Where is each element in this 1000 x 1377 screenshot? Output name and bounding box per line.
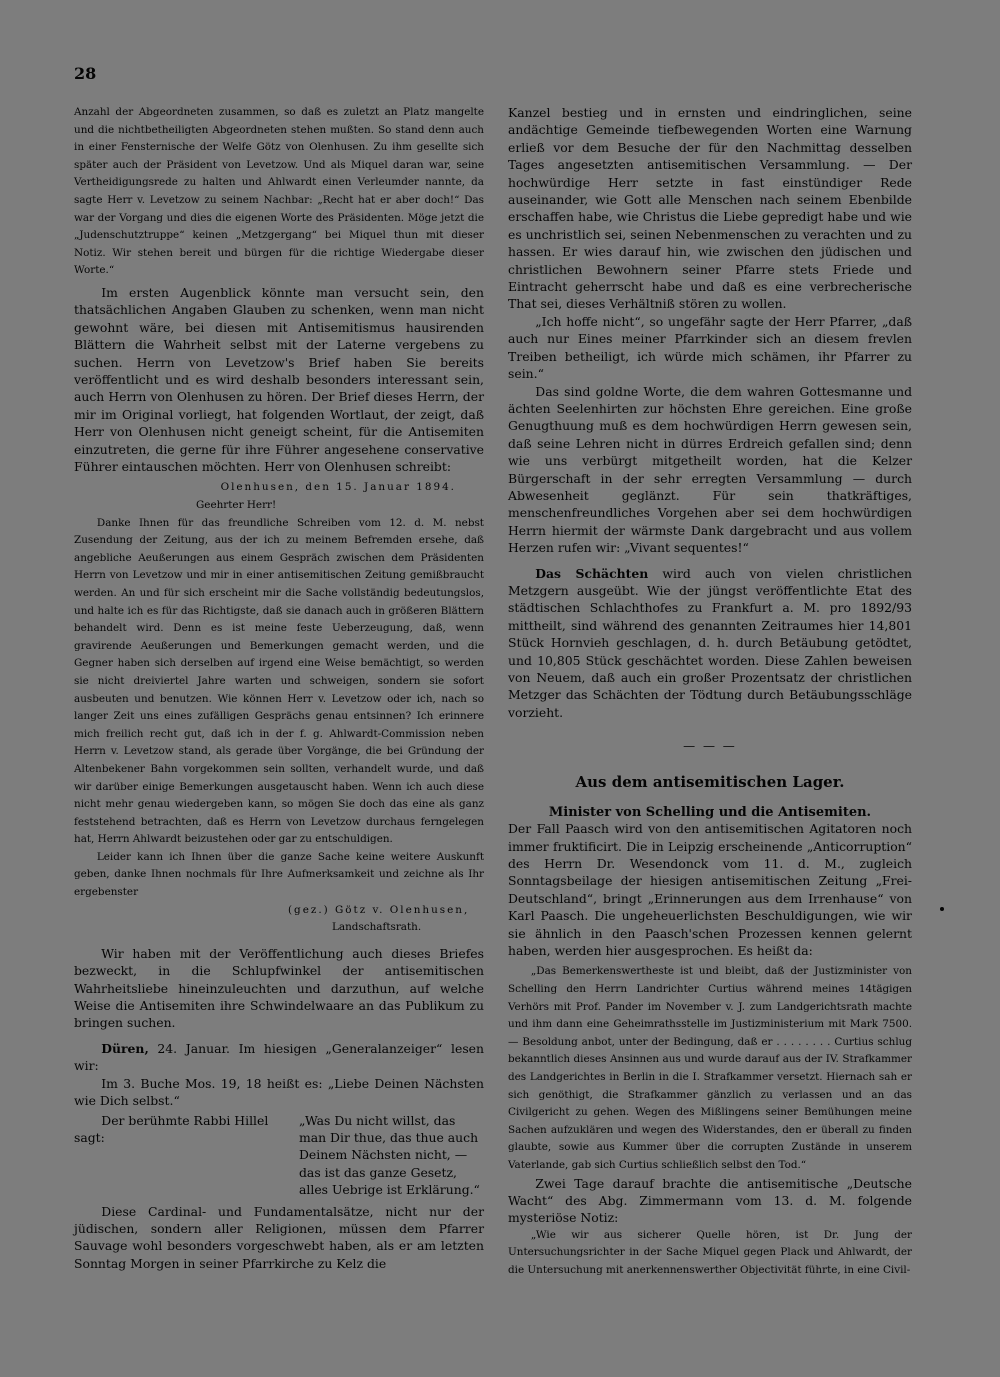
paragraph: Das sind goldne Worte, die dem wahren Gottesmanne und ächten Seelenhirten zur höchsten Ehre gereichen. Eine große Genugthuung muß es dem hochwürdigen Herrn gewesen sein, daß seine Lehren nicht in dürres Erdreich gefallen sind; denn wie uns verbürgt mitgetheilt worden, hat die Kelzer Bürgerschaft in der sehr erregten Versammlung — durch Abwesenheit geglänzt. Für sein thatkräftiges, menschenfreundliches Vorgehen aber sei dem hochwürdigen Herrn hiermit der wärmste Dank dargebracht und aus vollem Herzen rufen wir: „Vivant sequentes!“ <box>508 383 912 556</box>
letter-signature: (gez.) Götz v. Olenhusen, <box>288 903 470 916</box>
paragraph: Der Fall Paasch wird von den antisemitischen Agitatoren noch immer fruktificirt. Die in Leipzig erscheinende „Anticorruption“ des Herrn Dr. Wesendonck vom 11. d. M., zugleich Sonntagsbeilage der hiesigen antisemitischen Zeitung „Frei-Deutschland“, bringt „Erinnerungen aus dem Irrenhause“ von Karl Paasch. Die ungeheuerlichsten Beschuldigungen, wie wir sie ähnlich in den Paasch'schen Prozessen kennen gelernt haben, werden hier ausgesprochen. Es heißt da: <box>508 821 912 959</box>
paragraph <box>508 565 912 722</box>
paragraph: Wir haben mit der Veröffentlichung auch dieses Briefes bezweckt, in die Schlupfwinkel der antisemitischen Wahrheitsliebe hineinzuleuchten und darzuthun, auf welche Weise die Antisemiten ihre Schwindelwaare an das Publikum zu bringen suchen. <box>74 945 484 1031</box>
paragraph: Zwei Tage darauf brachte die antisemitische „Deutsche Wacht“ des Abg. Zimmermann vom 13. d. M. folgende mysteriöse Notiz: <box>508 1175 912 1226</box>
letter-paragraph: Leider kann ich Ihnen über die ganze Sache keine weitere Auskunft geben, danke Ihnen nochmals für Ihre Aufmerksamkeit und zeichne als Ihr ergebenster <box>74 850 484 899</box>
paragraph-text: wird auch von vielen christlichen Metzgern ausgeübt. Wie der jüngst veröffentlichte Etat des städtischen Schlachthofes zu Frankfurt a. M. pro 1892/93 mittheilt, sind während des genannten Zeitraumes hier 14,801 Stück Hornvieh geschlagen, d. h. durch Betäubung getödtet, und 10,805 Stück geschächtet worden. Diese Zahlen beweisen von Neuem, daß auch ein großer Prozentsatz der christlichen Metzger das Schächten der Tödtung durch Betäubungsschläge vorzieht. <box>508 565 913 720</box>
letter-salutation: Geehrter Herr! <box>196 499 277 511</box>
letter-signature-title: Landschaftsrath. <box>332 921 422 934</box>
subsection-title: Minister von Schelling und die Antisemiten. <box>548 805 872 821</box>
paragraph: Kanzel bestieg und in ernsten und eindringlichen, seine andächtige Gemeinde tiefbewegenden Worten eine Warnung erließ vor dem Besuche der für den Nachmittag desselben Tages angesetzten antisemitischen Versammlung. — Der hochwürdige Herr setzte in fast einstündiger Rede auseinander, wie Gott alle Menschen nach seinem Ebenbilde erschaffen habe, wie Christus die Liebe gepredigt habe und wie es unchristlich sei, seinen Nebenmenschen zu verachten und zu hassen. Er wies darauf hin, wie zwischen den jüdischen und christlichen Bewohnern seiner Pfarre stets Friede und Eintracht geherrscht habe und daß es eine verbrecherische That sei, dieses Verhältniß stören zu wollen. <box>508 105 912 312</box>
left-column <box>74 104 484 1272</box>
paragraph-text: 24. Januar. Im hiesigen „Generalanzeiger“ lesen wir: <box>74 1040 484 1074</box>
quote-hillel-body: „Was Du nicht willst, das man Dir thue, das thue auch Deinem Nächsten nicht, — das ist das ganze Gesetz, alles Uebrige ist Erklärung.“ <box>299 1112 480 1198</box>
quote: „Wie wir aus sicherer Quelle hören, ist Dr. Jung der Untersuchungsrichter in der Sache Miquel gegen Plack und Ahlwardt, der die Untersuchung mit anerkennenswerther Objectivität führte, in eine Civil- <box>508 1228 912 1276</box>
divider: — — — <box>683 739 737 754</box>
paragraph-heading: Das Schächten <box>535 565 649 581</box>
paragraph: Diese Cardinal- und Fundamentalsätze, nicht nur der jüdischen, sondern aller Religionen, müssen dem Pfarrer Sauvage wohl besonders vorgeschwebt haben, als er am letzten Sonntag Morgen in seiner Pfarrkirche zu Kelz die <box>74 1203 484 1271</box>
letter-paragraph: Danke Ihnen für das freundliche Schreiben vom 12. d. M. nebst Zusendung der Zeitung, aus der ich zu meinem Befremden ersehe, daß angebliche Aeußerungen aus einem Gespräch zwischen dem Präsidenten Herrn von Levetzow und mir in einer antisemitischen Zeitung gemißbraucht werden. An und für sich erscheint mir die Sache vollständig bedeutungslos, und halte ich es für das Richtigste, daß sie danach auch in größeren Blättern behandelt wird. Denn es ist meine feste Ueberzeugung, daß, wenn gravirende Aeußerungen und Bemerkungen gemacht werden, und die Gegner haben sich derselben auf irgend eine Weise bemächtigt, so werden sie nicht dreiviertel Jahre warten und schweigen, sondern sie sofort ausbeuten und benutzen. Wie können Herr v. Levetzow oder ich, nach so langer Zeit uns eines zufälligen Gesprächs genau entsinnen? Ich erinnere mich freilich recht gut, daß ich in der f. g. Ahlwardt-Commission neben Herrn v. Levetzow stand, als gerade über Vorgänge, die bei Gründung der Altenbekener Bahn vorgekommen sein sollten, verhandelt wurde, und daß wir darüber einige Bemerkungen ausgetauscht haben. Wenn ich auch diese nicht mehr genau wiedergeben kann, so mögen Sie doch das eine als ganz feststehend betrachten, daß es Herrn von Levetzow durchaus ferngelegen hat, Herrn Ahlwardt beizustehen oder gar zu entschuldigen. <box>74 516 484 846</box>
quote: „Das Bemerkenswertheste ist und bleibt, daß der Justizminister von Schelling den Herrn Landrichter Curtius während meines 14tägigen Verhörs mit Prof. Pander im November v. J. zum Landgerichtsrath machte und ihm dann eine Geheimrathsstelle im Justizministerium mit Mark 7500.— Besoldung anbot, unter der Bedingung, daß er . . . . . . . . Curtius schlug bekanntlich dieses Ansinnen aus und wurde darauf aus der IV. Strafkammer des Landgerichtes in Berlin in die I. Strafkammer versetzt. Hiernach sah er sich genöthigt, die Strafkammer gänzlich zu verlassen und an das Civilgericht zu gehen. Wegen des Mißlingens seiner Bemühungen meine Sachen aufzuklären und wegen des Widerstandes, den er überall zu finden glaubte, sowie aus Kummer über die corrupten Zustände in unserem Vaterlande, gab sich Curtius schließlich selbst den Tod.“ <box>508 965 912 1171</box>
paragraph: Anzahl der Abgeordneten zusammen, so daß es zuletzt an Platz mangelte und die nichtbetheiligten Abgeordneten stehen mußten. So stand denn auch in einer Fensternische der Welfe Götz von Olenhusen. Zu ihm gesellte sich später auch der Präsident von Levetzow. Und als Miquel daran war, seine Vertheidigungsrede zu halten und Ahlwardt einen Verleumder nannte, da sagte Herr v. Levetzow zu seinem Nachbar: „Recht hat er aber doch!“ Das war der Vorgang und dies die eigenen Worte des Präsidenten. Möge jetzt die „Judenschutztruppe“ keinen „Metzgergang“ bei Miquel thun mit dieser Notiz. Wir stehen bereit und bürgen für die richtige Wiedergabe dieser Worte.“ <box>74 106 484 277</box>
letter-place-date: Olenhusen, den 15. Januar 1894. <box>220 481 456 494</box>
paragraph <box>74 1040 484 1075</box>
ink-dot <box>940 907 944 911</box>
paragraph: „Ich hoffe nicht“, so ungefähr sagte der Herr Pfarrer, „daß auch nur Eines meiner Pfarrkinder sich an diesem frevlen Treiben betheiligt, ich würde mich schämen, ihr Pfarrer zu sein.“ <box>508 313 912 382</box>
page-number: 28 <box>74 64 97 83</box>
section-title: Aus dem antisemitischen Lager. <box>575 773 845 792</box>
right-column <box>508 104 912 1280</box>
paragraph-heading: Düren, <box>101 1040 149 1056</box>
quote-hillel <box>74 1112 484 1199</box>
quote-hillel-lead: Der berühmte Rabbi Hillel sagt: <box>74 1112 269 1145</box>
quote-moses: Im 3. Buche Mos. 19, 18 heißt es: „Liebe Deinen Nächsten wie Dich selbst.“ <box>74 1075 484 1109</box>
paragraph: Im ersten Augenblick könnte man versucht sein, den thatsächlichen Angaben Glauben zu schenken, wenn man nicht gewohnt wäre, bei diesen mit Antisemitismus hausirenden Blättern die Wahrheit selbst mit der Laterne vergebens zu suchen. Herrn von Levetzow's Brief haben Sie bereits veröffentlicht und es wird deshalb besonders interessant sein, auch Herrn von Olenhusen zu hören. Der Brief dieses Herrn, der mir im Original vorliegt, hat folgenden Wortlaut, der zeigt, daß Herr von Olenhusen nicht geneigt scheint, für die Antisemiten einzutreten, die gerne für ihre Führer angesehene conservative Führer eintauschen möchten. Herr von Olenhusen schreibt: <box>74 284 484 474</box>
